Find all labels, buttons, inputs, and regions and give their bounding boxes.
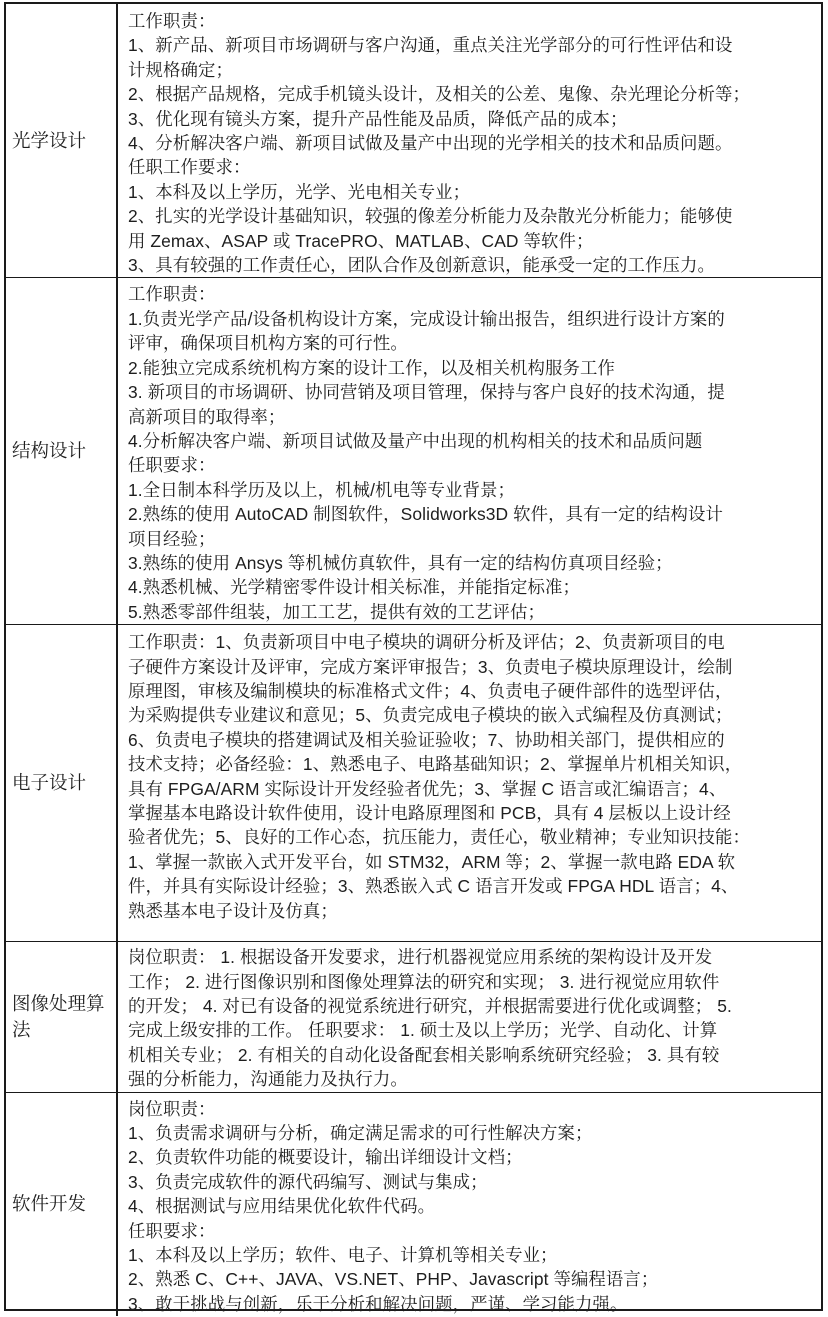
description-line: 评审，确保项目机构方案的可行性。 <box>128 333 408 354</box>
description-line: 强的分析能力，沟通能力及执行力。 <box>128 1069 408 1090</box>
table-row <box>6 4 821 278</box>
description-line: 工作职责：1、负责新项目中电子模块的调研分析及评估；2、负责新项目的电 <box>128 632 725 653</box>
description-line: 1、负责需求调研与分析，确定满足需求的可行性解决方案； <box>128 1123 593 1143</box>
description-line: 完成上级安排的工作。 任职要求： 1. 硕士及以上学历；光学、自动化、计算 <box>128 1020 718 1041</box>
description-line: 4、根据测试与应用结果优化软件代码。 <box>128 1196 436 1217</box>
description-line: 工作职责： <box>128 11 216 31</box>
description-line: 1.负责光学产品/设备机构设计方案，完成设计输出报告，组织进行设计方案的 <box>128 308 725 329</box>
description-line: 5.熟悉零部件组装，加工工艺，提供有效的工艺评估； <box>128 601 545 622</box>
description-line: 机相关专业； 2. 有相关的自动化设备配套相关影响系统研究经验； 3. 具有较 <box>128 1044 720 1065</box>
job-description-cell <box>117 4 821 278</box>
description-line: 任职工作要求： <box>128 157 251 178</box>
description-line: 3.熟练的使用 Ansys 等机械仿真软件，具有一定的结构仿真项目经验； <box>128 552 673 573</box>
job-title-cell <box>6 278 117 625</box>
job-description-cell <box>117 1092 821 1316</box>
job-description-cell <box>117 278 821 625</box>
description-line: 子硬件方案设计及评审，完成方案评审报告；3、负责电子模块原理设计，绘制 <box>128 656 733 677</box>
description-line: 原理图，审核及编制模块的标准格式文件；4、负责电子硬件部件的选型评估， <box>128 680 733 701</box>
job-title: 光学设计 <box>12 129 87 151</box>
job-description-cell <box>117 625 821 942</box>
description-line: 技术支持；必备经验：1、熟悉电子、电路基础知识；2、掌握单片机相关知识， <box>128 754 743 775</box>
job-title: 结构设计 <box>12 440 87 462</box>
description-line: 2、根据产品规格，完成手机镜头设计，及相关的公差、鬼像、杂光理论分析等； <box>128 84 750 105</box>
description-line: 的开发； 4. 对已有设备的视觉系统进行研究，并根据需要进行优化或调整； 5. <box>128 995 732 1016</box>
job-description-cell <box>117 942 821 1092</box>
job-title-cell <box>6 942 117 1092</box>
description-line: 2、熟悉 C、C++、JAVA、VS.NET、PHP、Javascript 等编程语言； <box>128 1269 659 1290</box>
table-row <box>6 1092 821 1316</box>
description-line: 工作职责： <box>128 284 216 305</box>
description-line: 1、本科及以上学历，光学、光电相关专业； <box>128 181 471 202</box>
description-line: 1.全日制本科学历及以上，机械/机电等专业背景； <box>128 479 515 500</box>
table-row <box>6 942 821 1092</box>
description-line: 3、负责完成软件的源代码编写、测试与集成； <box>128 1171 488 1192</box>
description-line: 4、分析解决客户端、新项目试做及量产中出现的光学相关的技术和品质问题。 <box>128 133 733 154</box>
job-title-cell <box>6 1092 117 1316</box>
description-line: 2、负责软件功能的概要设计，输出详细设计文档； <box>128 1147 523 1168</box>
description-line: 2.熟练的使用 AutoCAD 制图软件，Solidworks3D 软件，具有一定的结构设计 <box>128 504 724 525</box>
description-line: 1、掌握一款嵌入式开发平台，如 STM32，ARM 等；2、掌握一款电路 EDA 软 <box>128 851 736 872</box>
description-line: 项目经验； <box>128 528 216 549</box>
job-description <box>128 942 817 1091</box>
description-line: 2、扎实的光学设计基础知识，较强的像差分析能力及杂散光分析能力；能够使 <box>128 206 733 227</box>
description-line: 件，并具有实际设计经验；3、熟悉嵌入式 C 语言开发或 FPGA HDL 语言；4、 <box>128 876 739 897</box>
job-description <box>128 625 817 923</box>
description-line: 4.熟悉机械、光学精密零件设计相关标准，并能指定标准； <box>128 577 580 598</box>
description-line: 任职要求： <box>128 1220 216 1241</box>
job-title-cell <box>6 625 117 942</box>
description-line: 4.分析解决客户端、新项目试做及量产中出现的机构相关的技术和品质问题 <box>128 430 703 451</box>
description-line: 6、负责电子模块的搭建调试及相关验证验收；7、协助相关部门，提供相应的 <box>128 729 725 750</box>
description-line: 3、优化现有镜头方案，提升产品性能及品质，降低产品的成本； <box>128 108 628 129</box>
description-line: 用 Zemax、ASAP 或 TracePRO、MATLAB、CAD 等软件； <box>128 230 594 251</box>
description-line: 1、本科及以上学历；软件、电子、计算机等相关专业； <box>128 1245 558 1266</box>
job-requirements-table <box>4 2 823 1314</box>
description-line: 2.能独立完成系统机构方案的设计工作，以及相关机构服务工作 <box>128 357 615 378</box>
description-line: 岗位职责： <box>128 1098 216 1119</box>
table-row <box>6 278 821 625</box>
job-title: 电子设计 <box>12 772 87 794</box>
description-line: 具有 FPGA/ARM 实际设计开发经验者优先；3、掌握 C 语言或汇编语言；4、 <box>128 778 727 799</box>
description-line: 3、具有较强的工作责任心，团队合作及创新意识，能承受一定的工作压力。 <box>128 255 715 276</box>
job-description <box>128 4 817 277</box>
description-line: 高新项目的取得率； <box>128 406 286 427</box>
description-line: 任职要求： <box>128 455 216 476</box>
description-line: 岗位职责： 1. 根据设备开发要求，进行机器视觉应用系统的架构设计及开发 <box>128 947 713 968</box>
description-line: 验者优先；5、良好的工作心态，抗压能力，责任心，敬业精神；专业知识技能： <box>128 827 750 848</box>
table-row <box>6 625 821 942</box>
job-title: 图像处理算法 <box>12 992 105 1040</box>
job-title: 软件开发 <box>12 1193 87 1215</box>
description-line: 熟悉基本电子设计及仿真； <box>128 900 338 921</box>
description-line: 工作； 2. 进行图像识别和图像处理算法的研究和实现； 3. 进行视觉应用软件 <box>128 971 720 992</box>
description-line: 为采购提供专业建议和意见；5、负责完成电子模块的嵌入式编程及仿真测试； <box>128 705 733 726</box>
description-line: 计规格确定； <box>128 59 233 80</box>
job-description <box>128 278 817 624</box>
job-description <box>128 1093 817 1317</box>
job-title-cell <box>6 4 117 278</box>
description-line: 3. 新项目的市场调研、协同营销及项目管理，保持与客户良好的技术沟通，提 <box>128 382 725 403</box>
description-line: 1、新产品、新项目市场调研与客户沟通，重点关注光学部分的可行性评估和设 <box>128 35 733 56</box>
description-line: 3、敢于挑战与创新，乐于分析和解决问题，严谨、学习能力强。 <box>128 1293 628 1314</box>
description-line: 掌握基本电路设计软件使用，设计电路原理图和 PCB，具有 4 层板以上设计经 <box>128 803 731 823</box>
jobs-table <box>6 4 821 1316</box>
